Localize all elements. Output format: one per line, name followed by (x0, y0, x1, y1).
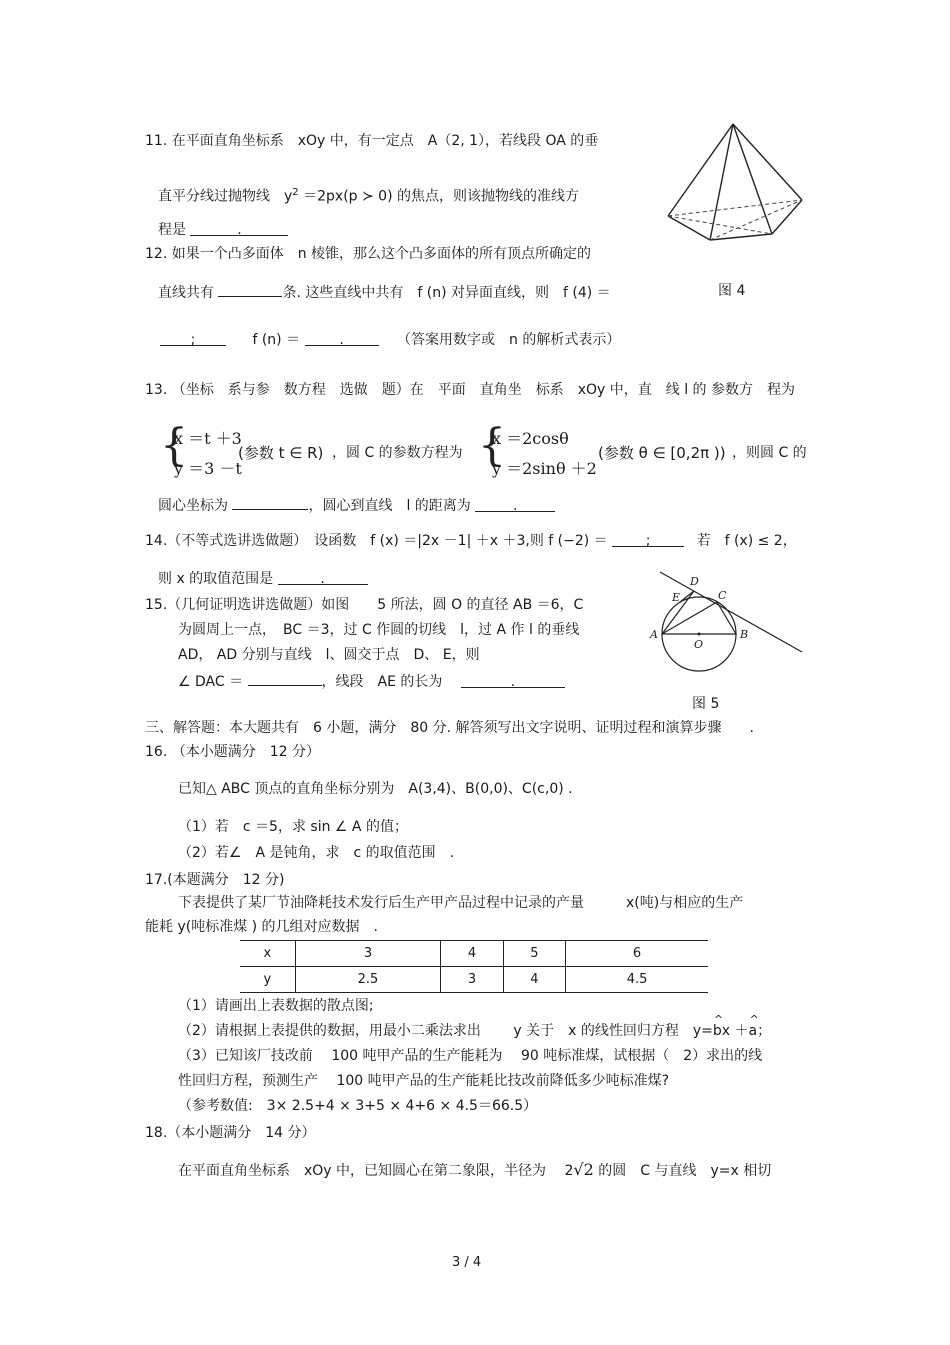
q15-blank-ae[interactable]: . (461, 673, 565, 688)
q12-note: （答案用数字或 n 的解析式表示） (397, 332, 621, 348)
fig5-label-a: A (650, 628, 658, 641)
table-row (240, 941, 708, 967)
q18-sqrt: √2 (573, 1160, 594, 1179)
section-3-heading: 三、解答题：本大题共有 6 小题，满分 80 分. 解答须写出文字说明、证明过程和演算步骤 . (145, 720, 754, 736)
q16-part2: （2）若∠ A 是钝角，求 c 的取值范围 . (178, 845, 455, 861)
q15-line3: AD， AD 分别与直线 l、圆交于点 D、 E，则 (178, 647, 480, 663)
q17-part3-line1: （3）已知该厂技改前 100 吨甲产品的生产能耗为 90 吨标准煤，试根据（ 2）求出的线 (178, 1048, 763, 1064)
q12-line2 (158, 282, 611, 302)
fig5-label-e: E (672, 591, 681, 604)
q12-blank-lines[interactable] (218, 282, 282, 297)
q11-line3-text: 程是 (158, 222, 186, 238)
q18-line1 (178, 1161, 771, 1180)
q11-line2-text: 直平分线过抛物线 y (158, 188, 293, 205)
q15-angle-text: ∠ DAC ＝ (178, 674, 244, 690)
table-cell: 4.5 (566, 967, 708, 993)
q17-data-table (240, 940, 708, 993)
fig5-label-b: B (740, 628, 749, 641)
q11-line3 (158, 221, 288, 239)
q13-brace-2: { (478, 420, 506, 471)
q15-line1: 15.（几何证明选讲选做题）如图 5 所法，圆 O 的直径 AB ＝6，C (145, 597, 584, 613)
q17-reference: （参考数值: 3× 2.5+4 × 3+5 × 4+6 × 4.5＝66.5） (178, 1098, 538, 1114)
q16-line1: 已知△ ABC 顶点的直角坐标分别为 A(3,4)、B(0,0)、C(c,0) . (178, 781, 573, 797)
q17-line2: 能耗 y(吨标准煤 ) 的几组对应数据 . (145, 919, 379, 935)
q18-heading: 18.（本小题满分 14 分） (145, 1125, 316, 1141)
table-cell: 5 (503, 941, 565, 967)
q13-param2: (参数 θ ∈ [0,2π )) (598, 444, 726, 462)
q12-line2-rest: 条. 这些直线中共有 f (n) 对异面直线，则 f (4) ＝ (282, 285, 611, 301)
q12-line1: 12. 如果一个凸多面体 n 棱锥，那么这个凸多面体的所有顶点所确定的 (145, 246, 592, 262)
table-cell: 4 (441, 941, 503, 967)
q16-part1: （1）若 c ＝5，求 sin ∠ A 的值； (178, 819, 408, 835)
q13-param1: (参数 t ∈ R) (238, 444, 324, 462)
q13-system1-row1: x ＝t ＋3 (174, 429, 242, 448)
q12-blank-f4[interactable]: ; (160, 331, 226, 346)
fig5-label-o: O (694, 638, 704, 651)
q13-brace-1: { (160, 420, 188, 471)
q14-blank-range[interactable]: . (278, 570, 368, 585)
q11-line2 (158, 184, 579, 206)
q12-blank-fn[interactable]: . (305, 331, 379, 346)
figure-5-label: 图 5 (692, 696, 720, 712)
q14-condition: 若 f (x) ≤ 2， (696, 533, 797, 549)
q18-line1-text: 在平面直角坐标系 xOy 中，已知圆心在第二象限，半径为 2 (178, 1163, 574, 1179)
q17-a-hat: ^ a (748, 1022, 757, 1040)
q16-heading: 16. （本小题满分 12 分） (145, 744, 320, 760)
q12-fn-text: f (n) ＝ (252, 332, 301, 348)
q12-line3 (160, 331, 620, 349)
q13-center-text: 圆心坐标为 (158, 498, 228, 514)
q17-part2-text: （2）请根据上表提供的数据，用最小二乘法求出 y 关于 x 的线性回归方程 y= (178, 1023, 713, 1039)
q13-system2-row1: x ＝2cosθ (492, 429, 569, 448)
q13-line3 (158, 495, 555, 515)
q13-tail: ，则圆 C 的 (732, 445, 807, 461)
q13-system2-row2: y ＝2sinθ ＋2 (492, 459, 597, 478)
q18-line1-rest: 的圆 C 与直线 y=x 相切 (593, 1163, 772, 1179)
q15-line2: 为圆周上一点， BC ＝3，过 C 作圆的切线 l，过 A 作 l 的垂线 (178, 622, 580, 638)
q17-b-hat: ^ b (713, 1022, 722, 1040)
q15-line4 (178, 671, 565, 691)
q15-blank-angle[interactable] (248, 671, 322, 686)
table-cell: x (240, 941, 295, 967)
figure-4-label: 图 4 (718, 283, 746, 299)
q14-function-text: 14.（不等式选讲选做题） 设函数 f (x) ＝|2x －1| ＋x ＋3,则 f (−2) ＝ (145, 533, 608, 549)
q13-system1-row2: y ＝3 －t (174, 459, 242, 478)
q14-range-text: 则 x 的取值范围是 (158, 571, 274, 587)
q11-answer-blank[interactable]: . (190, 221, 288, 236)
q13-mid-text: ，圆 C 的参数方程为 (332, 445, 463, 461)
q14-line1 (145, 532, 797, 550)
q11-line2-rest: ＝2px(p ≻ 0) 的焦点，则该抛物线的准线方 (298, 188, 579, 205)
q14-blank-f-2[interactable]: ; (612, 532, 684, 547)
q13-blank-distance[interactable]: . (475, 497, 555, 512)
q17-part1: （1）请画出上表数据的散点图; (178, 998, 374, 1014)
table-cell: 4 (503, 967, 565, 993)
q13-blank-center[interactable] (232, 495, 308, 510)
table-cell: 3 (441, 967, 503, 993)
q17-part3-line2: 性回归方程，预测生产 100 吨甲产品的生产能耗比技改前降低多少吨标准煤? (178, 1073, 670, 1089)
q17-part2-end: ； (757, 1023, 772, 1039)
q17-line1: 下表提供了某厂节油降耗技术发行后生产甲产品过程中记录的产量 x(吨)与相应的生产 (178, 895, 744, 911)
table-cell: 2.5 (295, 967, 441, 993)
fig5-label-c: C (718, 589, 727, 602)
q12-line2-text: 直线共有 (158, 285, 214, 301)
q13-line1: 13. （坐标 系与参 数方程 选做 题）在 平面 直角坐 标系 xOy 中，直 线 l 的 参数方 程为 (145, 382, 795, 398)
table-row (240, 967, 708, 993)
q14-line2 (158, 570, 368, 588)
page-number: 3 / 4 (452, 1255, 482, 1270)
table-cell: y (240, 967, 295, 993)
table-cell: 6 (566, 941, 708, 967)
q15-ae-text: ，线段 AE 的长为 (321, 674, 443, 690)
figure-5-circle (648, 566, 806, 684)
q17-part2 (178, 1022, 771, 1040)
q17-part2-mid: x ＋ (721, 1023, 749, 1039)
table-cell: 3 (295, 941, 441, 967)
q13-distance-text: ，圆心到直线 l 的距离为 (308, 498, 471, 514)
fig5-label-d: D (690, 575, 699, 588)
figure-4-pyramid (662, 118, 812, 248)
q17-heading: 17.(本题满分 12 分) (145, 872, 285, 888)
q11-line1: 11. 在平面直角坐标系 xOy 中，有一定点 A（2, 1），若线段 OA 的垂 (145, 133, 599, 149)
q11-exponent: 2 (292, 187, 299, 198)
